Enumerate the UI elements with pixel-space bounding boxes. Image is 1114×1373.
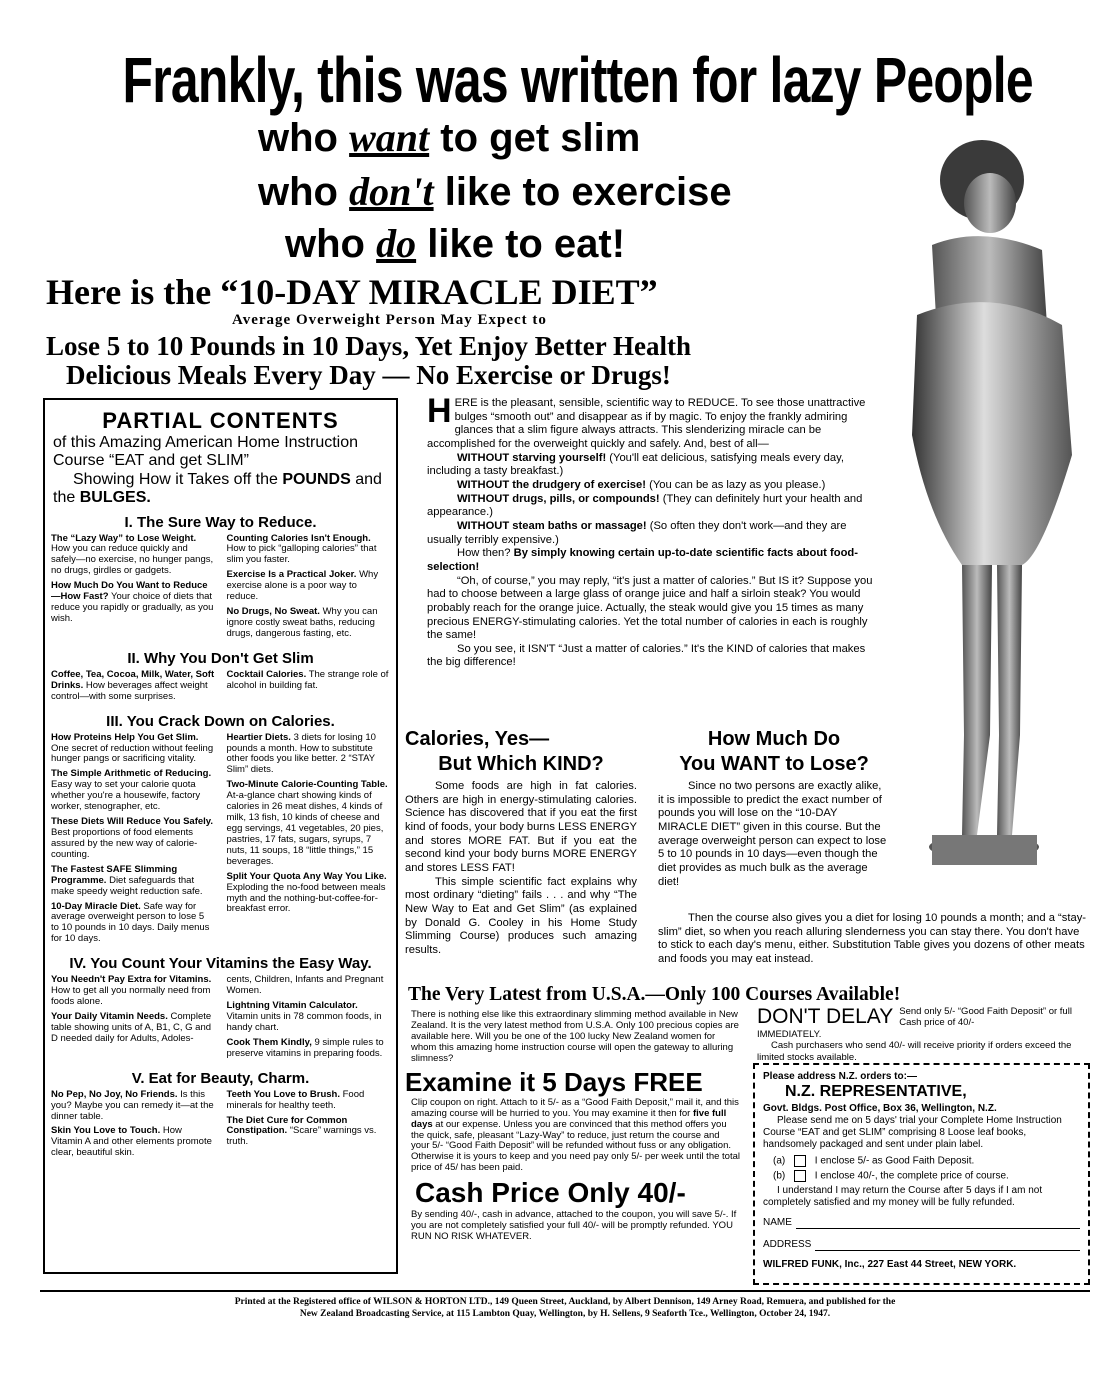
- contents-item: [227, 570, 391, 603]
- contents-item-text: 9 simple rules to preserve vitamins in preparing foods.: [226, 1036, 384, 1059]
- dont-delay-side: Send only 5/- “Good Faith Deposit” or full Cash price of 40/-: [899, 1006, 1072, 1029]
- diet-title: Here is the “10-DAY MIRACLE DIET”: [46, 272, 658, 312]
- contents-item-title: No Pep, No Joy, No Friends.: [51, 1088, 178, 1100]
- contents-column-left: [51, 975, 215, 1063]
- contents-item-title: How Proteins Help You Get Slim.: [51, 731, 199, 743]
- contents-item-title: These Diets Will Reduce You Safely.: [51, 816, 213, 828]
- name-row: [755, 1217, 1088, 1229]
- coupon-representative: N.Z. REPRESENTATIVE,: [785, 1083, 967, 1100]
- contents-item: [51, 769, 215, 813]
- calories-heading-2: But Which KIND?: [438, 753, 604, 775]
- contents-item: [227, 670, 391, 692]
- immediately: IMMEDIATELY.: [757, 1028, 822, 1040]
- footer-rule: [40, 1290, 1090, 1292]
- contents-item-text: How you can reduce quickly and safely—no exercise, no hunger pangs, no drugs, girdles or gadgets.: [51, 543, 214, 577]
- contents-item-text: Your choice of diets that reduce you rapidly or gradually, as you wish.: [51, 591, 214, 625]
- contents-column-left: [51, 534, 215, 644]
- contents-item-text: Food minerals for healthy teeth.: [226, 1088, 365, 1111]
- contents-sections: [45, 514, 396, 1164]
- contents-item: [51, 865, 215, 898]
- contents-item-text: Why exercise alone is a poor way to reduce.: [226, 569, 379, 603]
- checkbox-b[interactable]: [794, 1170, 806, 1182]
- contents-column-right: [227, 1090, 391, 1164]
- coupon-address: Govt. Bldgs. Post Office, Box 36, Wellington, N.Z.: [763, 1103, 997, 1114]
- contents-section-heading: II. Why You Don't Get Slim: [127, 649, 314, 667]
- contents-item-title: Your Daily Vitamin Needs.: [51, 1010, 168, 1022]
- contents-column-right: [227, 670, 391, 707]
- contents-showing: Showing How it Takes off the POUNDS and the BULGES.: [53, 470, 382, 507]
- contents-item-text: Is this you? Maybe you can remedy it—at the dinner table.: [51, 1088, 214, 1122]
- contents-item-title: 10-Day Miracle Diet.: [51, 900, 141, 912]
- contents-item: [227, 1001, 391, 1034]
- footer-line-2: New Zealand Broadcasting Service, at 115 Lambton Quay, Wellington, by H. Sellens, 9 Seaforth Tce., Wellington, October 24, 1947.: [299, 1309, 831, 1320]
- order-coupon[interactable]: [753, 1063, 1090, 1285]
- contents-item-title: Cocktail Calories.: [226, 668, 307, 680]
- contents-item-title: Teeth You Love to Brush.: [226, 1088, 340, 1100]
- contents-item: [51, 902, 215, 946]
- contents-item: [51, 1090, 215, 1123]
- contents-item-text: How to pick “galloping calories” that slim you faster.: [226, 543, 377, 566]
- contents-item: [51, 581, 215, 625]
- latest-banner: The Very Latest from U.S.A.—Only 100 Courses Available!: [408, 984, 901, 1005]
- contents-section-columns: [45, 975, 396, 1063]
- contents-item-title: You Needn't Pay Extra for Vitamins.: [51, 974, 212, 986]
- contents-item-text: How to get all you normally need from foods alone.: [51, 985, 211, 1008]
- contents-item-title: Coffee, Tea, Cocoa, Milk, Water, Soft Drinks.: [51, 668, 215, 691]
- checkbox-a[interactable]: [794, 1155, 806, 1167]
- contents-column-left: [51, 733, 215, 950]
- contents-item-text: One secret of reduction without feeling hunger pangs or sacrificing vitality.: [51, 742, 214, 765]
- contents-item: [51, 975, 215, 1008]
- contents-item-text: Easy way to set your calorie quota whether you're a housewife, factory worker, stenographer, etc.: [51, 779, 201, 813]
- dont-delay-title: DON'T DELAY: [757, 1005, 894, 1028]
- dont-delay-section: [757, 1006, 1087, 1063]
- contents-item-text: cents, Children, Infants and Pregnant Women.: [226, 974, 384, 997]
- lose-line: Lose 5 to 10 Pounds in 10 Days, Yet Enjoy Better Health: [46, 331, 692, 361]
- contents-item-text: Safe way for average overweight person to lose 5 to 10 pounds in 10 days. Daily menus for 10 days.: [51, 900, 210, 945]
- coupon-understand: I understand I may return the Course after 5 days if I am not completely satisfied and my money will be fully refunded.: [763, 1185, 1043, 1209]
- contents-column-right: [227, 534, 391, 644]
- contents-item-title: Split Your Quota Any Way You Like.: [226, 870, 387, 882]
- contents-section-heading: I. The Sure Way to Reduce.: [124, 513, 317, 531]
- contents-item-title: The Fastest SAFE Slimming Programme.: [51, 863, 178, 886]
- coupon-funk: WILFRED FUNK, Inc., 227 East 44 Street, NEW YORK.: [763, 1259, 1017, 1271]
- intro-text: HERE is the pleasant, sensible, scientific way to REDUCE. To see those unattractive bulges “smooth out” and disappear as if by magic. To enjoy the frankly admiring glances that a slim figure always attracts. This slenderizing miracle can be accomplished for the overweight quickly and safely. And, best of all— WITHOUT starving yourself! (You'll eat delicious, satisfying meals every day, including a tasty breakfast.) WITHOUT the drudgery of exercise! (You can be as lazy as you please.) WITHOUT drugs, pills, or compounds! (They can definitely hurt your health and appearance.) WITHOUT steam baths or massage! (So often they don't work—and they are usually terribly expensive.) How then? By simply knowing certain up-to-date scientific facts about food-selection! “Oh, of course,” you may reply, “it's just a matter of calories.” But IS it? Suppose you had to choose between a large glass of orange juice and half a sirloin steak? You would probably reach for the orange juice. Actually, the steak would give you 15 times as many precious ENERGY-stimulating calories. Yet the total number of calories in each is roughly the same! So you see, it ISN'T “Just a matter of calories.” It's the KIND of calories that makes the big difference!: [427, 392, 873, 669]
- latest-section: [405, 1010, 740, 1243]
- contents-column-left: [51, 1090, 215, 1164]
- contents-item-text: Vitamin units in 78 common foods, in handy chart.: [226, 1010, 382, 1033]
- contents-description: of this Amazing American Home Instruction Course “EAT and get SLIM”: [53, 434, 359, 470]
- address-label: ADDRESS: [763, 1239, 812, 1251]
- contents-item-text: How Vitamin A and other elements promote clear, beautiful skin.: [51, 1125, 212, 1159]
- headline: Frankly, this was written for lazy People: [122, 44, 1033, 116]
- address-row: [755, 1239, 1088, 1251]
- contents-item-text: Diet safeguards that make speedy weight reduction safe.: [51, 874, 203, 897]
- contents-item: [227, 1038, 391, 1060]
- woman-photo: [872, 135, 1102, 870]
- contents-section-columns: [45, 733, 396, 950]
- contents-item-text: Why you can ignore costly sweat baths, reducing drugs, dangerous fasting, etc.: [226, 606, 378, 639]
- dropcap: H: [427, 392, 452, 430]
- option-a: (a) I enclose 5/- as Good Faith Deposit.: [773, 1155, 975, 1167]
- contents-item-text: The strange role of alcohol in building fat.: [226, 668, 389, 691]
- footer-line-1: Printed at the Registered office of WILSON & HORTON LTD., 149 Queen Street, Auckland, by Albert Dennison, 149 Arney Road, Remuera, and published for the: [234, 1297, 896, 1307]
- contents-item-title: Skin You Love to Touch.: [51, 1125, 161, 1137]
- contents-item: [227, 975, 391, 997]
- contents-item: [51, 1012, 215, 1045]
- contents-item: [51, 534, 215, 578]
- contents-section-heading: IV. You Count Your Vitamins the Easy Way.: [69, 955, 372, 973]
- contents-item-title: The Simple Arithmetic of Reducing.: [51, 768, 212, 780]
- contents-column-right: [227, 975, 391, 1063]
- subhead-want: who want to get slim: [258, 115, 641, 160]
- contents-item-text: Best proportions of food elements assured by the new way of calorie-counting.: [51, 827, 198, 860]
- contents-title: PARTIAL CONTENTS: [102, 408, 339, 433]
- contents-section-columns: [45, 1090, 396, 1164]
- contents-item: [227, 780, 391, 867]
- average-line: Average Overweight Person May Expect to: [232, 312, 547, 328]
- contents-item: [227, 1090, 391, 1112]
- examine-paragraph: Clip coupon on right. Attach to it 5/- as a “Good Faith Deposit,” mail it, and this amazing course will be hurried to you. You may examine it then for five full days at our expense. Unless you are convinced that this method offers you the quick, safe, pleasant “Lazy-Way” to reduce, just return the course and your 5/- “Good Faith Deposit” will be refunded without fuss or any obligation. Otherwise it is yours to keep and you need pay only 5/- per week until the total price of 45/ has been paid.: [411, 1096, 740, 1174]
- how-much-continued: Then the course also gives you a diet for losing 10 pounds a month; and a “stay-slim” diet, so when you reach alluring slenderness you can stay there. You don't have to stick to each day's menu, either. Substitution Table gives you dozens of other meats and foods you may eat instead.: [658, 912, 1087, 965]
- subhead-do: who do like to eat!: [285, 221, 626, 266]
- cash-price-heading: Cash Price Only 40/-: [415, 1177, 686, 1209]
- examine-heading: Examine it 5 Days FREE: [405, 1066, 703, 1097]
- address-field[interactable]: [815, 1239, 1080, 1251]
- how-much-heading-2: You WANT to Lose?: [679, 753, 869, 775]
- contents-item-title: Counting Calories Isn't Enough.: [226, 532, 371, 544]
- contents-item-text: “Scare” warnings vs. truth.: [226, 1125, 377, 1148]
- name-label: NAME: [763, 1217, 792, 1229]
- contents-item-title: No Drugs, No Sweat.: [226, 606, 320, 618]
- footer: [40, 1296, 1090, 1321]
- contents-item-title: The Diet Cure for Common Constipation.: [226, 1114, 348, 1137]
- how-much-section: How Much Do You WANT to Lose? Since no two persons are exactly alike, it is impossible to predict the exact number of pounds you will lose on the “10-DAY MIRACLE DIET” given in this course. But the average overweight person can expect to lose 5 to 10 pounds in 10 days—even though the diet provides as much bulk as the average diet!: [658, 727, 890, 889]
- contents-item-text: Exploding the no-food between meals myth and the nothing-but-coffee-for-breakfast error.: [226, 881, 386, 915]
- contents-item-text: 3 diets for losing 10 pounds a month. How to substitute other foods you like better. 2 “STAY Slim” diets.: [226, 731, 376, 776]
- contents-item-title: Lightning Vitamin Calculator.: [226, 1000, 358, 1012]
- coupon-please: Please address N.Z. orders to:—: [763, 1071, 917, 1082]
- contents-item-title: Two-Minute Calorie-Counting Table.: [226, 779, 388, 791]
- contents-section-columns: [45, 670, 396, 707]
- calories-section: Calories, Yes— But Which KIND? Some foods are high in fat calories. Others are high in energy-stimulating calories. Science has discovered that if you eat the first kind of foods, your body burns LESS ENERGY and stores MORE FAT. But if you eat the second kind your body burns MORE ENERGY and stores LESS FAT! This simple scientific fact explains why most ordinary “dieting” fails . . . and why “The New Way to Eat and Get Slim” (as explained by Donald G. Cooley in his Home Study Slimming Course) produces such amazing results.: [405, 728, 637, 956]
- contents-item: [51, 670, 215, 703]
- contents-section-columns: [45, 534, 396, 644]
- contents-item-text: Complete table showing units of A, B1, C, G and D needed daily for Adults, Adoles-: [51, 1010, 212, 1044]
- name-field[interactable]: [796, 1217, 1080, 1229]
- partial-contents-box: [43, 398, 398, 1274]
- contents-item: [51, 817, 215, 861]
- contents-column-right: [227, 733, 391, 950]
- contents-item-text: How beverages affect weight control—with some surprises.: [51, 679, 208, 702]
- contents-item: [227, 607, 391, 640]
- contents-item: [227, 733, 391, 777]
- coupon-send: Please send me on 5 days' trial your Complete Home Instruction Course “EAT and get SLIM” comprising 8 Loose leaf books, handsomely packaged and sent under plain label.: [763, 1115, 1062, 1150]
- option-b: (b) I enclose 40/-, the complete price of course.: [773, 1170, 1009, 1182]
- dont-delay-paragraph: Cash purchasers who send 40/- will receive priority if orders exceed the limited stocks available.: [757, 1040, 1072, 1063]
- contents-column-left: [51, 670, 215, 707]
- contents-item: [227, 1116, 391, 1149]
- subhead-dont: who don't like to exercise: [258, 169, 732, 214]
- contents-item-title: How Much Do You Want to Reduce—How Fast?: [51, 580, 208, 603]
- how-much-heading-1: How Much Do: [707, 728, 841, 750]
- contents-item-title: Heartier Diets.: [226, 731, 291, 743]
- contents-item-title: Cook Them Kindly,: [226, 1036, 312, 1048]
- contents-item-text: At-a-glance chart showing kinds of calories in 26 meat dishes, 4 kinds of milk, 13 fish, 10 kinds of cheese and egg servings, 41 vegetables, 20 pies, pastries, 17 fats, sugars, syrups, 7 nuts, 11 soups, 18 “little things,” 15 beverages.: [226, 790, 384, 867]
- calories-heading-1: Calories, Yes—: [405, 728, 550, 750]
- cash-paragraph: By sending 40/-, cash in advance, attached to the coupon, you will save 5/-. If you are not completely satisfied your full 40/- will be promptly refunded. YOU RUN NO RISK WHATEVER.: [411, 1208, 737, 1242]
- contents-item-title: The “Lazy Way” to Lose Weight.: [51, 532, 197, 544]
- contents-item: [227, 872, 391, 916]
- contents-item: [51, 1126, 215, 1159]
- contents-item: [227, 534, 391, 567]
- contents-section-heading: III. You Crack Down on Calories.: [106, 712, 335, 730]
- contents-section-heading: V. Eat for Beauty, Charm.: [131, 1069, 310, 1087]
- delicious-line: Delicious Meals Every Day — No Exercise or Drugs!: [66, 360, 671, 390]
- contents-item-title: Exercise Is a Practical Joker.: [226, 569, 357, 581]
- contents-item: [51, 733, 215, 766]
- latest-paragraph: There is nothing else like this extraordinary slimming method available in New Zealand. It is the very latest method from U.S.A. Only 100 precious copies are available here. Will you be one of the 100 lucky New Zealand women for whom this amazing home instruction course will open the gateway to alluring slimness?: [411, 1009, 739, 1064]
